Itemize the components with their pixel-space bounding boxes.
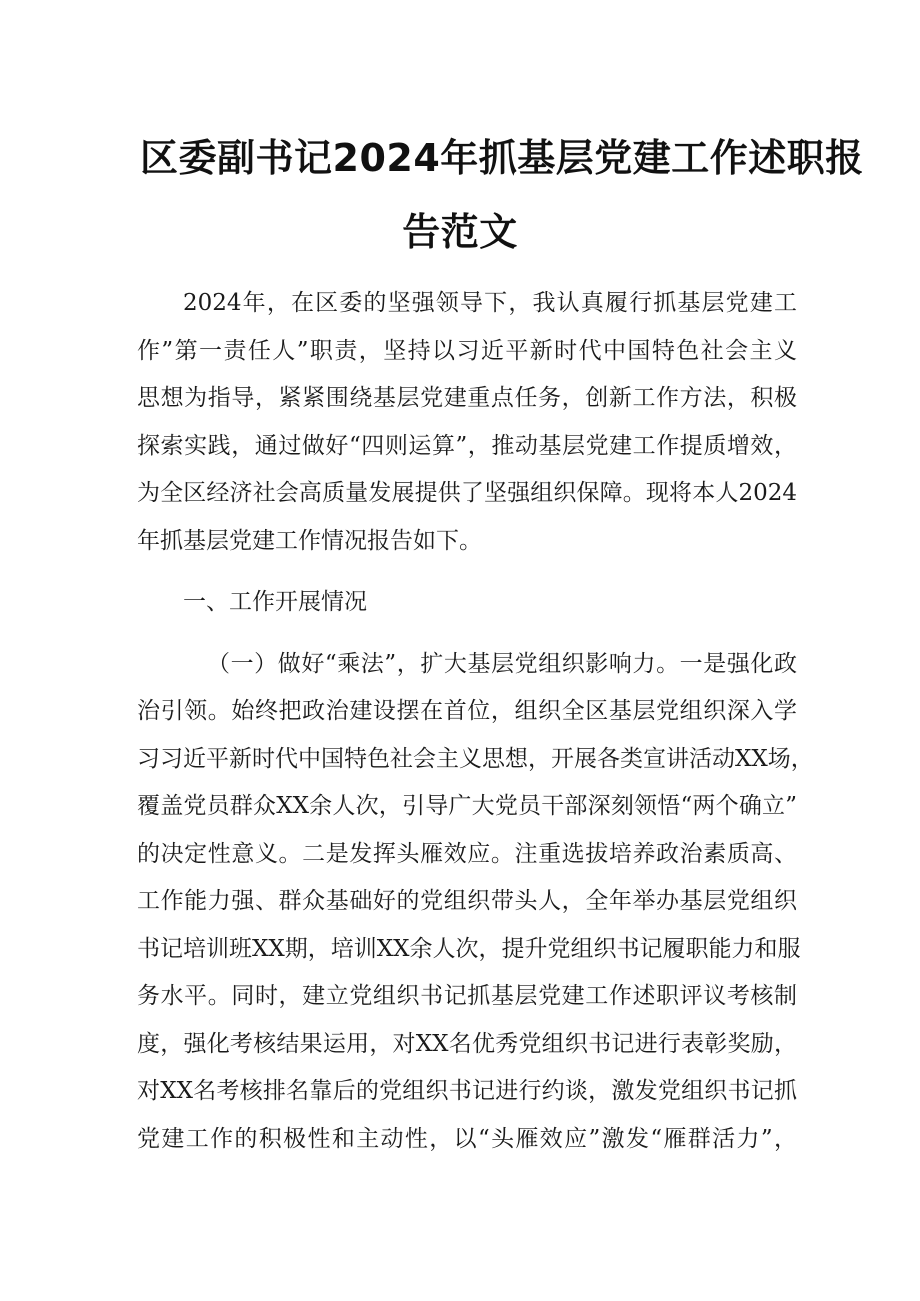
paragraph-line: 探索实践，通过做好“四则运算”，推动基层党建工作提质增效， xyxy=(137,432,797,459)
paragraph-line: 2024年，在区委的坚强领导下，我认真履行抓基层党建工 xyxy=(183,290,797,316)
paragraph-line: 务水平。同时，建立党组织书记抓基层党建工作述职评议考核制 xyxy=(137,983,797,1009)
paragraph-intro xyxy=(137,280,797,565)
paragraph-line: 为全区经济社会高质量发展提供了坚强组织保障。现将本人2024 xyxy=(137,480,797,506)
paragraph-line: 思想为指导，紧紧围绕基层党建重点任务，创新工作方法，积极 xyxy=(137,385,797,411)
paragraph-line: （一）做好“乘法”，扩大基层党组织影响力。一是强化政 xyxy=(207,650,797,677)
document-title-line-1: 区委副书记2024年抓基层党建工作述职报 xyxy=(140,136,864,180)
paragraph-line: 覆盖党员群众XX余人次，引导广大党员干部深刻领悟“两个确立” xyxy=(137,793,797,819)
paragraph-line: 党建工作的积极性和主动性，以“头雁效应”激发“雁群活力”， xyxy=(137,1125,797,1152)
paragraph-section-1 xyxy=(137,641,814,1164)
paragraph-line: 治引领。始终把政治建设摆在首位，组织全区基层党组织深入学 xyxy=(137,698,797,724)
paragraph-line: 年抓基层党建工作情况报告如下。 xyxy=(137,527,482,554)
paragraph-line: 工作能力强、群众基础好的党组织带头人，全年举办基层党组织 xyxy=(137,888,797,914)
paragraph-line: 的决定性意义。二是发挥头雁效应。注重选拔培养政治素质高、 xyxy=(137,840,797,867)
paragraph-line: 习习近平新时代中国特色社会主义思想，开展各类宣讲活动XX场， xyxy=(137,745,814,772)
paragraph-line: 度，强化考核结果运用，对XX名优秀党组织书记进行表彰奖励， xyxy=(137,1030,797,1057)
paragraph-line: 作”第一责任人”职责，坚持以习近平新时代中国特色社会主义 xyxy=(137,337,797,364)
paragraph-line: 书记培训班XX期，培训XX余人次，提升党组织书记履职能力和服 xyxy=(137,935,801,962)
document-body xyxy=(137,280,814,1163)
document-title-line-2: 告范文 xyxy=(402,210,518,254)
paragraph-line: 对XX名考核排名靠后的党组织书记进行约谈，激发党组织书记抓 xyxy=(137,1078,797,1104)
section-heading: 一、工作开展情况 xyxy=(183,589,367,615)
